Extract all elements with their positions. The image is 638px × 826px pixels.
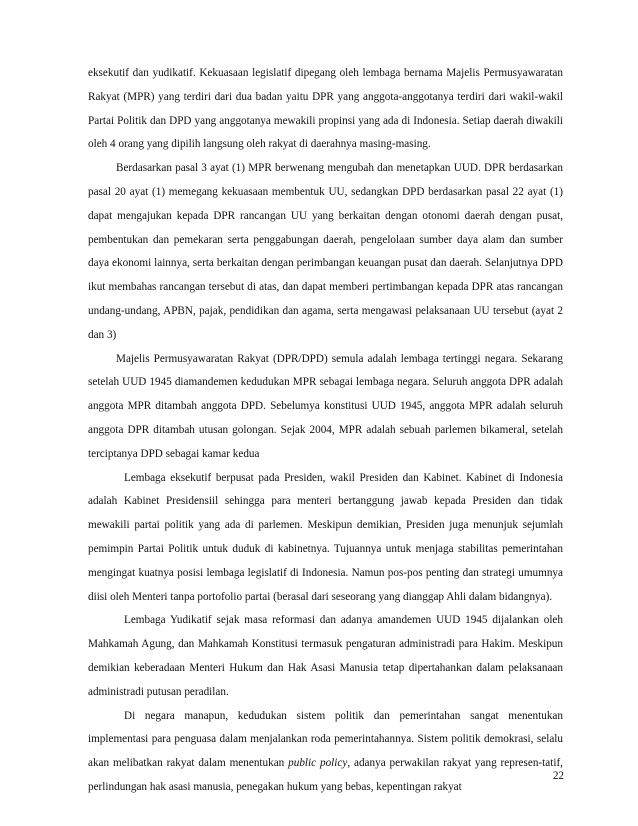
paragraph-judicial: Lembaga Yudikatif sejak masa reformasi dan adanya amandemen UUD 1945 dijalankan oleh Mahkamah Agung, dan Mahkamah Konstitusi termasuk pengaturan administradi para Hakim. Meskipun demikian keberadaan Menteri Hukum dan Hak Asasi Manusia tetap dipertahankan dalam pelaksanaan administradi putusan peradilan. [88,614,563,698]
paragraph-mpr-authority: Berdasarkan pasal 3 ayat (1) MPR berwenang mengubah dan menetapkan UUD. DPR berdasarkan pasal 20 ayat (1) memegang kekuasaan membentuk UU, sedangkan DPD berdasarkan pasal 22 ayat (1) dapat mengajukan kepada DPR rancangan UU yang berkaitan dengan otonomi daerah dengan pusat, pembentukan dan pemekaran serta penggabungan daerah, pengelolaan sumber daya alam dan sumber daya ekonomi lainnya, serta berkaitan dengan perimbangan keuangan pusat dan daerah. Selanjutnya DPD ikut membahas rancangan tersebut di atas, dan dapat memberi pertimbangan kepada DPR atas rancangan undang-undang, APBN, pajak, pendidikan dan agama, serta mengawasi pelaksanaan UU tersebut (ayat 2 dan 3) [88,162,563,341]
public-policy-term: public policy [288,757,348,770]
paragraph-text-before: Di negara manapun, kedudukan sistem politik dan pemerintahan sangat menentukan implementasi para penguasa dalam menjalankan roda pemerintahannya. Sistem politik demokrasi, selalu akan melibatkan rakyat dalam menentukan [88,709,563,770]
paragraph-political-system [88,705,563,800]
page-number: 22 [552,770,564,782]
body-text [88,62,563,800]
paragraph-text-after: , adanya perwakilan rakyat yang represen-tatif, perlindungan hak asasi manusia, penegakan hukum yang bebas, kepentingan rakyat [88,757,563,793]
paragraph-mpr-status: Majelis Permusyawaratan Rakyat (DPR/DPD) semula adalah lembaga tertinggi negara. Sekarang setelah UUD 1945 diamandemen kedudukan MPR sebagai lembaga negara. Seluruh anggota DPR adalah anggota MPR ditambah anggota DPD. Sebelumya konstitusi UUD 1945, anggota MPR adalah seluruh anggota DPR ditambah utusan golongan. Sejak 2004, MPR adalah sebuah parlemen bikameral, setelah terciptanya DPD sebagai kamar kedua [88,352,563,460]
paragraph-executive: Lembaga eksekutif berpusat pada Presiden, wakil Presiden dan Kabinet. Kabinet di Indonesia adalah Kabinet Presidensiil sehingga para menteri bertanggung jawab kepada Presiden dan tidak mewakili partai politik yang ada di parlemen. Meskipun demikian, Presiden juga menunjuk sejumlah pemimpin Partai Politik untuk duduk di kabinetnya. Tujuannya untuk menjaga stabilitas pemerintahan mengingat kuatnya posisi lembaga legislatif di Indonesia. Namun pos-pos penting dan strategi umumnya diisi oleh Menteri tanpa portofolio partai (berasal dari seseorang yang dianggap Ahli dalam bidangnya). [88,471,563,603]
paragraph-legislative: eksekutif dan yudikatif. Kekuasaan legislatif dipegang oleh lembaga bernama Majelis Permusyawaratan Rakyat (MPR) yang terdiri dari dua badan yaitu DPR yang anggota-anggotanya terdiri dari wakil-wakil Partai Politik dan DPD yang anggotanya mewakili propinsi yang ada di Indonesia. Setiap daerah diwakili oleh 4 orang yang dipilih langsung oleh rakyat di daerahnya masing-masing. [88,67,563,151]
